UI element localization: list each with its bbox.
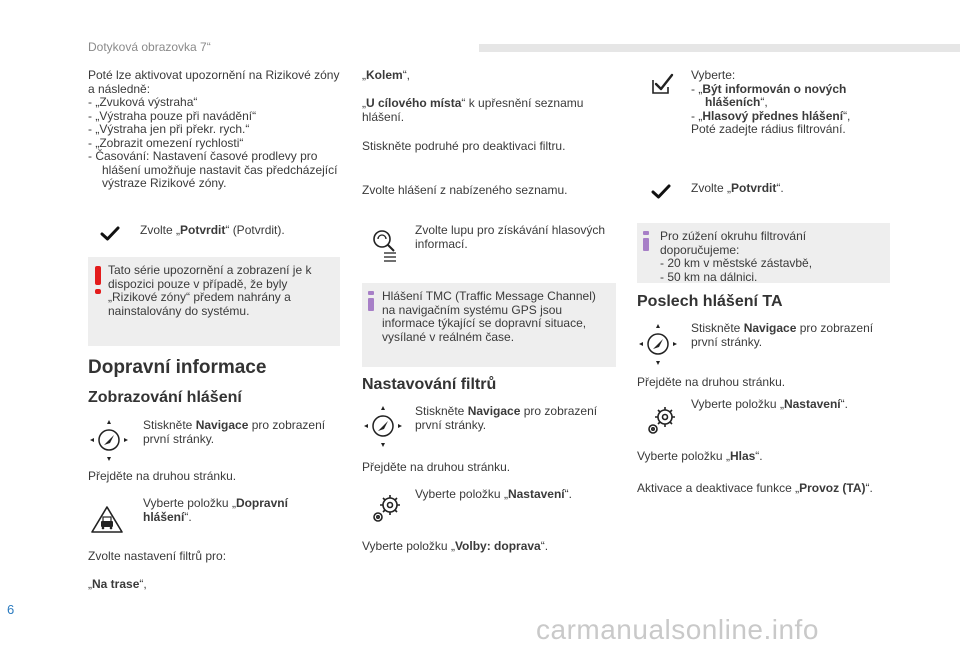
filter-around: „Kolem“,	[362, 68, 411, 82]
warning-text: Tato série upozornění a zobrazení je k dispozici pouze v případě, že byly „Rizikové zóny“ předem nahrány a nainstalovány do systému.	[108, 263, 312, 318]
select-options	[691, 69, 881, 137]
navigation-compass-icon	[363, 404, 403, 449]
nav-step: Stiskněte Navigace pro zobrazení první stránky.	[691, 321, 874, 349]
filter-destination: „U cílového místa“ k upřesnění seznamu hlášení.	[362, 96, 584, 124]
traffic-info-icon	[90, 505, 124, 535]
select-option-new: - „Být informován o nových hlášeních“,	[691, 81, 847, 109]
confirm-step: Zvolte „Potvrdit“.	[691, 181, 784, 195]
info-i-icon	[368, 291, 374, 295]
nav-step: Stiskněte Navigace pro zobrazení první stránky.	[415, 404, 598, 432]
section-title: Poslech hlášení TA	[637, 293, 783, 310]
choose-message-step: Zvolte hlášení z nabízeného seznamu.	[362, 183, 568, 197]
option-item: - Časování: Nastavení časové prodlevy pro hlášení umožňuje nastavit čas předcházející výstraze Rizikové zóny.	[88, 149, 338, 190]
checkmark-icon	[651, 184, 671, 200]
settings-step: Vyberte položku „Nastavení“.	[415, 487, 572, 501]
navigation-compass-icon	[89, 418, 129, 463]
warning-dot	[95, 289, 101, 294]
settings-step: Vyberte položku „Nastavení“.	[691, 397, 848, 411]
info-i-bar	[643, 238, 649, 251]
magnifier-step: Zvolte lupu pro získávání hlasových informací.	[415, 223, 606, 251]
traffic-menu-step: Vyberte položku „Dopravní hlášení“.	[143, 496, 288, 524]
info-item: - 50 km na dálnici.	[660, 269, 758, 284]
option-item: - „Výstraha pouze při navádění“	[88, 108, 257, 123]
checkbox-check-icon	[649, 72, 675, 96]
filter-step: Zvolte nastavení filtrů pro:	[88, 549, 227, 563]
confirm-step: Zvolte „Potvrdit“ (Potvrdit).	[140, 223, 285, 237]
warning-exclamation-icon	[95, 266, 101, 285]
info-text	[660, 230, 885, 284]
page-number: 6	[7, 602, 15, 617]
option-item: - „Výstraha jen při překr. rych.“	[88, 122, 250, 136]
intro-text: Poté lze aktivovat upozornění na Rizikové zóny a následně:	[88, 68, 340, 96]
watermark: carmanualsonline.info	[536, 614, 819, 645]
info-i-bar	[368, 298, 374, 311]
traffic-options-step: Vyberte položku „Volby: doprava“.	[362, 539, 549, 553]
page-step: Přejděte na druhou stránku.	[637, 375, 786, 389]
deactivate-step: Stiskněte podruhé pro deaktivaci filtru.	[362, 139, 566, 153]
navigation-compass-icon	[638, 322, 678, 367]
voice-info-icon	[370, 227, 400, 267]
voice-step: Vyberte položku „Hlas“.	[637, 449, 763, 463]
info-intro: Pro zúžení okruhu filtrování doporučujeme:	[660, 229, 807, 257]
page-step: Přejděte na druhou stránku.	[88, 469, 237, 483]
section-title: Dopravní informace	[88, 357, 267, 378]
nav-step: Stiskněte Navigace pro zobrazení první stránky.	[143, 418, 326, 446]
info-i-icon	[643, 231, 649, 235]
info-text: Hlášení TMC (Traffic Message Channel) na navigačním systému GPS jsou informace týkající se dopravní situace, vysílané v reálném čase.	[382, 289, 596, 344]
page-step: Přejděte na druhou stránku.	[362, 460, 511, 474]
option-item: - „Zvuková výstraha“	[88, 95, 198, 109]
risk-zone-intro	[88, 69, 348, 191]
option-item: - „Zobrazit omezení rychlosti“	[88, 135, 244, 150]
subsection-title: Zobrazování hlášení	[88, 389, 242, 406]
option-list	[88, 96, 348, 191]
checkmark-icon	[100, 226, 120, 242]
section-header: Dotyková obrazovka 7“	[88, 40, 211, 54]
section-title: Nastavování filtrů	[362, 376, 497, 393]
info-item: - 20 km v městské zástavbě,	[660, 256, 813, 270]
filter-route: „Na trase“,	[88, 577, 147, 591]
settings-gear-icon	[646, 404, 678, 436]
settings-gear-icon	[371, 492, 403, 524]
select-option-voice: - „Hlasový přednes hlášení“,	[691, 108, 851, 123]
select-label: Vyberte:	[691, 68, 736, 82]
radius-step: Poté zadejte rádius filtrování.	[691, 122, 846, 136]
ta-toggle-step: Aktivace a deaktivace funkce „Provoz (TA)“.	[637, 481, 873, 495]
header-bar	[479, 44, 960, 52]
